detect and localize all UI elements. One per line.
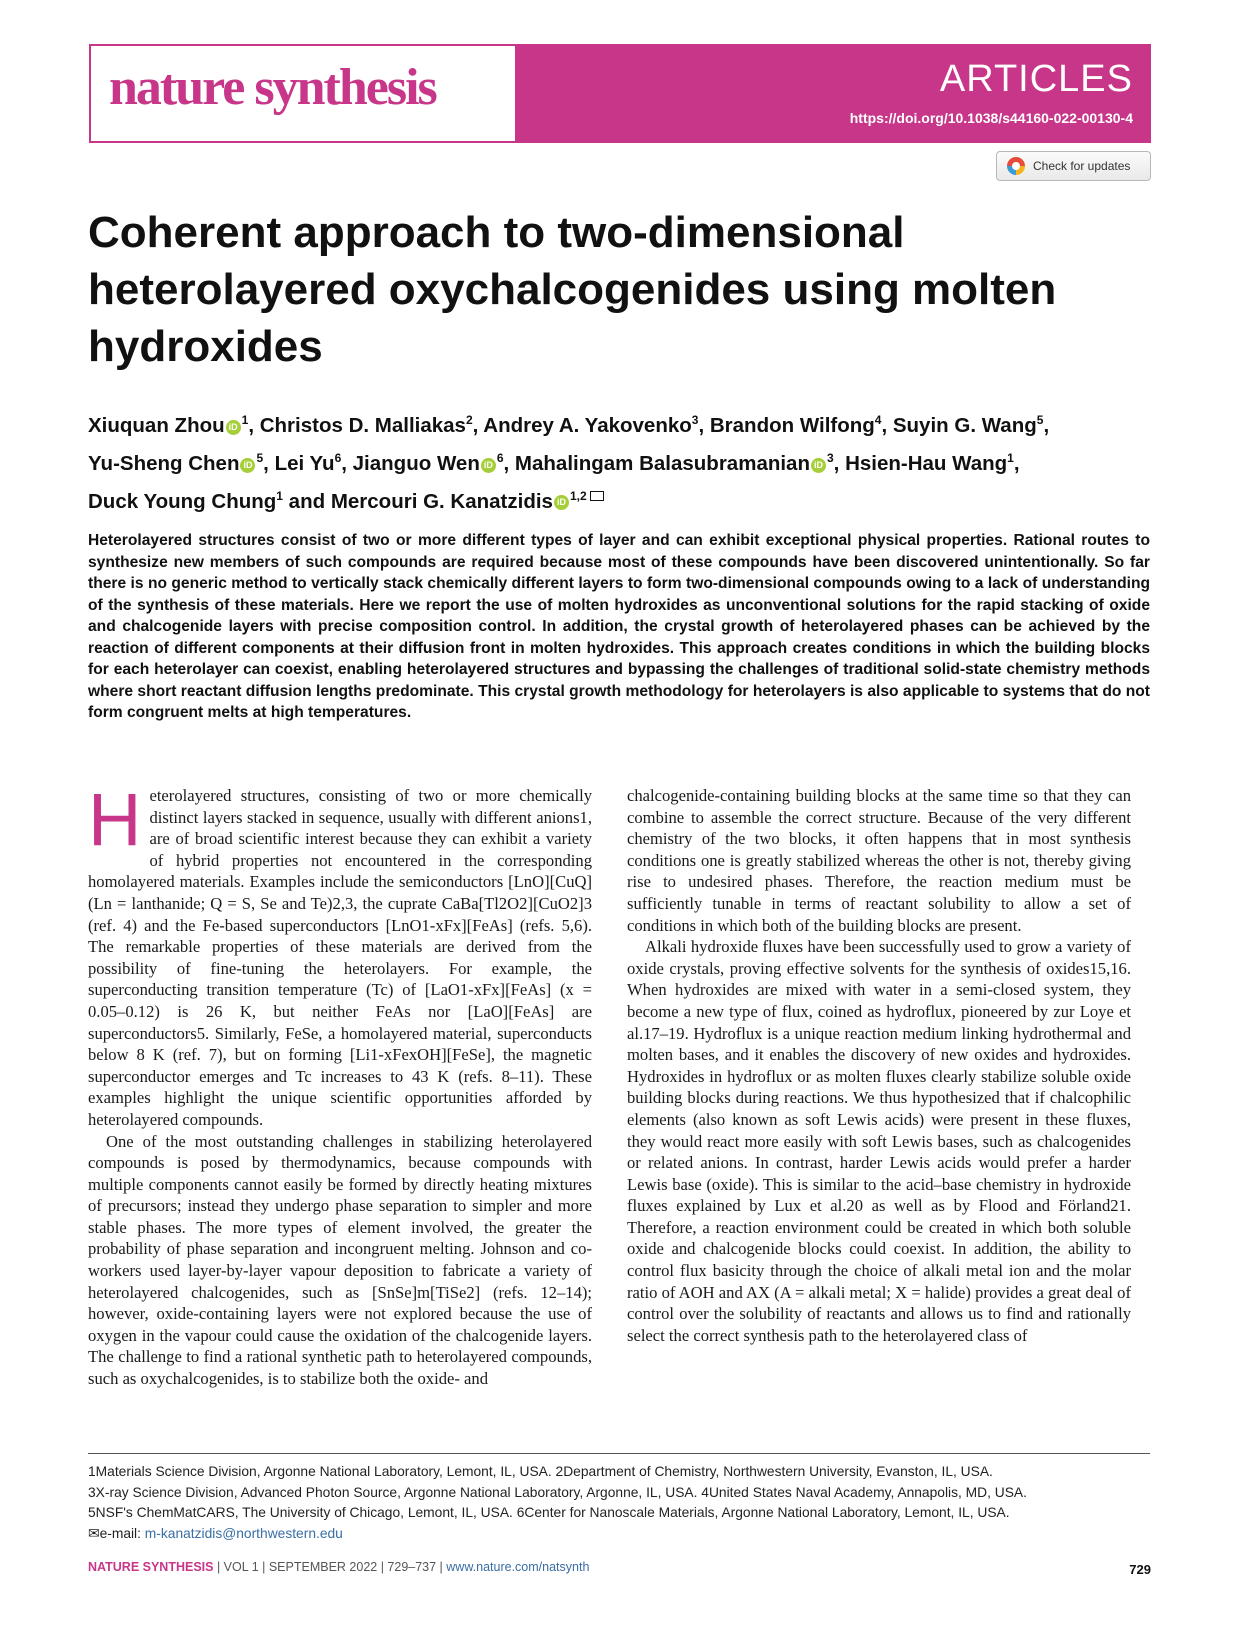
affiliation-line: 3X-ray Science Division, Advanced Photon Source, Argonne National Laboratory, Argonne, IL, USA. 4United States Naval Academy, Annapolis, MD, USA.	[88, 1484, 1027, 1500]
body-paragraph: Alkali hydroxide fluxes have been successfully used to grow a variety of oxide crystals, proving effective solvents for the synthesis of oxides15,16. When hydroxides are mixed with water in a semi-closed system, they become a new type of flux, coined as hydroflux, pioneered by zur Loye et al.17–19. Hydroflux is a unique reaction medium linking hydrothermal and molten bases, and it enables the discovery of new oxides and hydroxides. Hydroxides in hydroflux or as molten fluxes clearly stabilize soluble oxide building blocks during reactions. We thus hypothesized that if chalcophilic elements (also known as soft Lewis acids) were present in these fluxes, they would react more easily with soft Lewis bases, such as chalcogenides or related anions. In contrast, harder Lewis acids would prefer a harder Lewis base (oxide). This is similar to the acid–base chemistry in hydroxide fluxes explained by Lux et al.20 as well as by Flood and Förland21. Therefore, a reaction environment could be created in which both soluble oxide and chalcogenide blocks could coexist. In addition, the ability to control flux basicity through the choice of alkali metal ion and the molar ratio of AOH and AX (A = alkali metal; X = halide) provides a great deal of control over the solubility of reactants and allows us to find and rationally select the correct synthesis path to the heterolayered class of	[627, 937, 1131, 1345]
envelope-icon: ✉	[88, 1525, 100, 1541]
drop-cap: H	[88, 778, 142, 861]
affiliations	[88, 1462, 1158, 1544]
affiliation-line: 1Materials Science Division, Argonne National Laboratory, Lemont, IL, USA. 2Department of Chemistry, Northwestern University, Evanston, IL, USA.	[88, 1464, 993, 1479]
page-footer	[88, 1560, 589, 1574]
author-line-2: Yu-Sheng Chen iD $^5$, Lei Yu$^6$, Jianguo Wen iD $^6$, Mahalingam Balasubramanian iD $^3$, Hsien-Hau Wang$^1$,	[88, 450, 1020, 475]
email-link[interactable]: m-kanatzidis@northwestern.edu	[144, 1525, 343, 1541]
doi-link[interactable]: https://doi.org/10.1038/s44160-022-00130-4	[849, 110, 1133, 126]
author-line-1: Xiuquan Zhou iD $^1$, Christos D. Malliakas$^2$, Andrey A. Yakovenko$^3$, Brandon Wilfong$^4$, Suyin G. Wang$^5$,	[88, 413, 1050, 437]
body-paragraph: One of the most outstanding challenges in stabilizing heterolayered compounds is posed by thermodynamics, because compounds with multiple components cannot easily be formed by directly heating mixtures of precursors; instead they undergo phase separation to simpler and more stable phases. The more types of element involved, the greater the probability of phase separation and incongruent melting. Johnson and co-workers used layer-by-layer vapour deposition to fabricate a variety of heterolayered chalcogenides, such as [SnSe]m[TiSe2] (refs. 12–14); however, oxide-containing layers were not explored because the use of oxygen in the vapour could cause the oxidation of the chalcogenide layers. The challenge to find a rational synthetic path to heterolayered compounds, such as oxychalcogenides, is to stabilize both the oxide- and	[88, 1131, 592, 1389]
check-updates-label: Check for updates	[1033, 159, 1131, 173]
section-label: ARTICLES	[939, 58, 1133, 100]
body-column-right	[627, 785, 1131, 1346]
orcid-icon[interactable]: iD	[226, 420, 241, 435]
abstract: Heterolayered structures consist of two or more different types of layer and can exhibit exceptional physical properties. Rational routes to synthesize new members of such compounds are required because most of these compounds have been discovered unintentionally. So far there is no generic method to vertically stack chemically different layers to form two-dimensional compounds owing to a lack of understanding of the synthesis of these materials. Here we report the use of molten hydroxides as unconventional solutions for the rapid stacking of oxide and chalcogenide layers with precise composition control. In addition, the crystal growth of heterolayered phases can be achieved by the reaction of different components at their diffusion front in molten hydroxides. This approach creates conditions in which the building blocks for each heterolayer can coexist, enabling heterolayered structures and bypassing the challenges of traditional solid-state chemistry methods where short reactant diffusion lengths predominate. This crystal growth methodology for heterolayers is also applicable to systems that do not form congruent melts at high temperatures.	[88, 532, 1150, 721]
orcid-icon[interactable]: iD	[554, 495, 569, 510]
footer-journal: NATURE SYNTHESIS	[88, 1560, 214, 1574]
orcid-icon[interactable]: iD	[481, 458, 496, 473]
envelope-icon[interactable]	[590, 491, 604, 501]
body-column-left	[88, 778, 592, 1390]
check-updates-button[interactable]	[996, 151, 1151, 181]
orcid-icon[interactable]: iD	[240, 458, 255, 473]
article-title: Coherent approach to two-dimensional heterolayered oxychalcogenides using molten hydroxides	[88, 208, 1057, 371]
footer-info: | VOL 1 | SEPTEMBER 2022 | 729–737 |	[213, 1560, 447, 1574]
body-paragraph: chalcogenide-containing building blocks at the same time so that they can combine to assemble the correct structure. Because of the very different chemistry of the two blocks, it often happens that in most synthesis conditions one is greatly stabilized whereas the other is not, thereby giving rise to undesired phases. Therefore, the reaction medium must be sufficiently tunable in terms of reactant solubility to allow a set of conditions in which both of the building blocks are present.	[627, 786, 1131, 935]
journal-banner	[89, 44, 1151, 143]
journal-logo-box	[91, 46, 515, 141]
journal-logo[interactable]: nature synthesis	[109, 59, 436, 116]
footnote-divider	[88, 1453, 1150, 1454]
body-paragraph: Heterolayered structures, consisting of two or more chemically distinct layers stacked in sequence, usually with different anions1, are of broad scientific interest because they can exhibit a variety of hybrid properties not encountered in the corresponding homolayered materials. Examples include the semiconductors [LnO][CuQ] (Ln = lanthanide; Q = S, Se and Te)2,3, the cuprate CaBa[Tl2O2][CuO2]3 (ref. 4) and the Fe-based superconductors [LnO1-xFx][FeAs] (refs. 5,6). The remarkable properties of these materials are derived from the possibility of fine-tuning the heterolayers. For example, the superconducting transition temperature (Tc) of [LaO1-xFx][FeAs] (x = 0.05–0.12) is 26 K, but neither FeAs nor [LaO][FeAs] are superconductors5. Similarly, FeSe, a homolayered material, superconducts below 8 K (ref. 7), but on forming [Li1-xFexOH][FeSe], the magnetic superconductor emerges and Tc increases to 43 K (refs. 8–11). These examples highlight the unique scientific opportunities afforded by heterolayered compounds.	[88, 778, 592, 1129]
orcid-icon[interactable]: iD	[811, 458, 826, 473]
footer-url[interactable]: www.nature.com/natsynth	[446, 1560, 590, 1574]
author-line-3: Duck Young Chung$^1$ and Mercouri G. Kanatzidis iD $^{1,2}$	[88, 480, 1158, 518]
check-updates-icon	[1007, 157, 1025, 175]
affiliation-line: 5NSF's ChemMatCARS, The University of Chicago, Lemont, IL, USA. 6Center for Nanoscale Materials, Argonne National Laboratory, Lemont, IL, USA.	[88, 1505, 1010, 1520]
author-list	[88, 404, 1158, 517]
email-line: ✉e-mail: m-kanatzidis@northwestern.edu	[88, 1525, 343, 1541]
page-number: 729	[1129, 1562, 1151, 1577]
